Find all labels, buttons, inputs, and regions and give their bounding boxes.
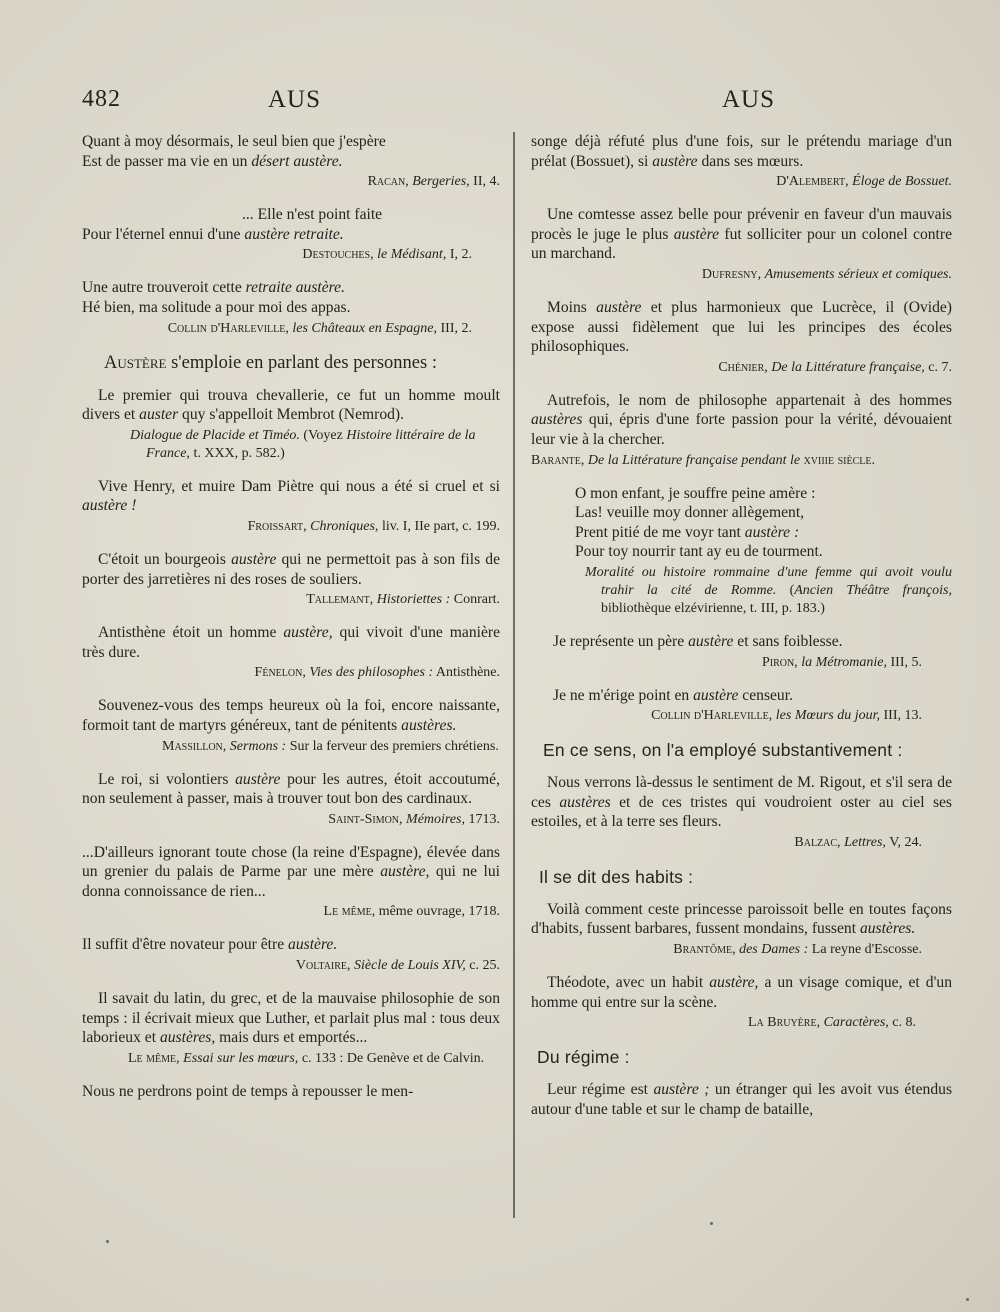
verse-line: Las! veuille moy donner allègement, [575,504,805,522]
section-heading: Du régime : [537,1047,630,1068]
quote-text: Leur régime est austère ; un étranger qui les avoit vus étendus autour d'une table et sur le champ de bataille, [531,1081,953,1118]
quote-tallemant [82,550,500,609]
quote-collin [82,278,500,337]
quote-text: Antisthène étoit un homme austère, qui vivoit d'une manière très dure. [82,624,500,661]
citation: Dufresny, Amusements sérieux et comiques. [701,266,952,282]
quote-brantome [531,900,952,959]
quote-text: Autrefois, le nom de philosophe appartenait à des hommes austères qui, épris d'une forte passion pour la vérité, dévouaient leur vie à la chercher. [531,391,952,448]
quote-barante [531,391,952,470]
quote-text: Une comtesse assez belle pour prévenir en faveur d'un mauvais procès le juge le plus austère fut solliciter pour un colonel contre un marchand. [531,206,952,263]
running-head-right: AUS [722,86,776,113]
quote-dufresny [531,205,952,284]
quote-regime [531,1080,952,1119]
quote-text: songe déjà réfuté plus d'une fois, sur le prétendu mariage d'un prélat (Bossuet), si austère dans ses mœurs. [531,133,952,170]
quote-text: Nous verrons là-dessus le sentiment de M. Rigout, et s'il sera de ces austères et de ces tristes qui voudroient oster au ciel ses estoiles, et à la terre ses fleurs. [531,774,953,831]
quote-text: Voilà comment ceste princesse paroissoit belle en toutes façons d'habits, fussent barbares, fussent mondains, fussent austères. [531,900,952,938]
quote-text: Il suffit d'être novateur pour être austère. [82,936,338,954]
verse-line: ... Elle n'est point faite [242,206,383,224]
running-head-left: AUS [268,86,322,113]
quote-text: Le roi, si volontiers austère pour les autres, étoit accoutumé, non seulement à passer, mais à trouver tout bon des cardinaux. [82,770,500,808]
citation: Destouches, le Médisant, I, 2. [302,247,472,263]
quote-text: Vive Henry, et muire Dam Piètre qui nous a été si cruel et si austère ! [82,477,500,515]
citation: Collin d'Harleville, les Châteaux en Espagne, III, 2. [167,320,472,336]
quote-le-meme-2 [82,989,500,1068]
quote-text: Théodote, avec un habit austère, a un visage comique, et d'un homme qui entre sur la scène. [531,974,952,1011]
citation: Fénelon, Vies des philosophes : Antisthène. [254,665,500,681]
quote-racan [82,132,500,191]
citation: Chénier, De la Littérature française, c. 7. [718,359,952,375]
quote-balzac [531,773,952,852]
quote-froissart [82,477,500,536]
quote-destouches [82,205,500,264]
verse-line: Pour toy nourrir tant ay eu de tourment. [575,543,823,561]
citation: Le même, même ouvrage, 1718. [323,904,500,920]
verse-line: Est de passer ma vie en un désert austère. [82,152,343,170]
citation: La Bruyère, Caractères, c. 8. [747,1015,916,1031]
verse-line: Pour l'éternel ennui d'une austère retraite. [82,225,344,243]
quote-text: Il savait du latin, du grec, et de la mauvaise philosophie de son temps : il écrivait mieux que Luther, et parlait plus mal : tous deux laborieux et austères, mais durs et emportés... [82,990,500,1047]
quote-collin-2 [531,686,952,726]
quote-moralite [531,484,952,618]
quote-text: Souvenez-vous des temps heureux où la foi, encore naissante, formoit tant de martyrs généreux, tant de pénitents austères. [82,697,500,734]
citation: Saint-Simon, Mémoires, 1713. [328,811,500,827]
verse-line: Quant à moy désormais, le seul bien que j'espère [82,133,386,150]
quote-massillon [82,696,500,755]
citation: Collin d'Harleville, les Mœurs du jour, III, 13. [651,708,922,724]
quote-text: Le premier qui trouva chevallerie, ce fut un homme moult divers et auster quy s'appelloit Membrot (Nemrod). [82,386,500,424]
citation: Froissart, Chroniques, liv. I, IIe part, c. 199. [247,518,500,534]
citation: Moralité ou histoire rommaine d'une femme qui avoit voulu trahir la cité de Romme. (Ancien Théâtre françois, bibliothèque elzévirienne, t. III, p. 183.) [585,564,952,616]
citation: Dialogue de Placide et Timéo. (Voyez Histoire littéraire de la France, t. XXX, p. 582.) [130,427,476,461]
quote-dalembert [531,132,952,191]
quote-text: Je ne m'érige point en austère censeur. [553,686,793,704]
citation: Brantôme, des Dames : La reyne d'Escosse. [673,942,922,958]
quote-la-bruyere [531,973,952,1032]
left-column [82,132,500,1101]
continuation-line: Nous ne perdrons point de temps à repousser le men- [82,1082,414,1100]
column-rule [513,132,515,1218]
quote-le-meme-1 [82,843,500,922]
verse-line: Une autre trouveroit cette retraite austère. [82,279,345,297]
verse-line: Hé bien, ma solitude a pour moi des appas. [82,298,351,316]
section-heading: Austère s'emploie en parlant des personnes : [104,352,437,373]
section-heading: En ce sens, on l'a employé substantivement : [543,740,903,761]
quote-text: Je représente un père austère et sans foiblesse. [553,632,843,650]
quote-text: Moins austère et plus harmonieux que Lucrèce, il (Ovide) expose aussi fidèlement que lui les principes des écoles philosophiques. [531,298,952,356]
page-number: 482 [82,86,121,112]
quote-voltaire-1 [82,935,500,975]
paper-speck [106,1240,109,1243]
right-column [531,132,952,1133]
citation: Voltaire, Siècle de Louis XIV, c. 25. [295,958,500,974]
quote-placide [82,386,500,463]
quote-chenier [531,298,952,377]
citation: Piron, la Métromanie, III, 5. [761,654,922,670]
citation: Tallemant, Historiettes : Conrart. [306,592,500,608]
section-heading: Il se dit des habits : [539,866,694,887]
citation: Massillon, Sermons : Sur la ferveur des premiers chrétiens. [162,738,499,754]
citation: Balzac, Lettres, V, 24. [794,834,922,850]
citation: Le même, Essai sur les mœurs, c. 133 : De Genève et de Calvin. [128,1050,485,1066]
citation: D'Alembert, Éloge de Bossuet. [776,174,952,190]
citation: Barante, De la Littérature française pendant le xviiie siècle. [531,452,876,468]
quote-text: C'étoit un bourgeois austère qui ne permettoit pas à son fils de porter des jarretières ni des roses de souliers. [82,550,500,588]
verse-line: Prent pitié de me voyr tant austère : [575,523,800,541]
quote-fenelon [82,623,500,682]
quote-saint-simon [82,770,500,829]
paper-speck [966,1298,969,1301]
verse-line: O mon enfant, je souffre peine amère : [575,484,816,502]
quote-text: ...D'ailleurs ignorant toute chose (la reine d'Espagne), élevée dans un grenier du palais de Parme par une mère austère, qui ne lui donna connoissance de rien... [82,843,500,900]
quote-piron [531,632,952,672]
paper-speck [710,1222,713,1225]
citation: Racan, Bergeries, II, 4. [367,174,500,190]
